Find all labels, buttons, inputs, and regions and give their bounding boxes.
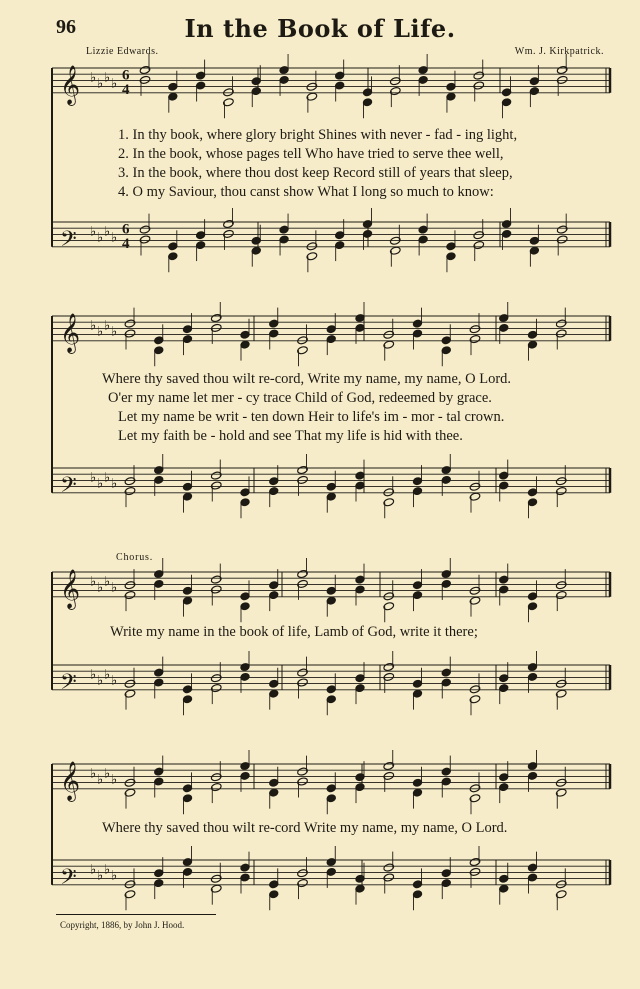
flat-sign: ♭ [90, 224, 97, 240]
notehead [326, 335, 336, 344]
flat-sign: ♭ [90, 70, 97, 86]
lyric-line: Let my name be writ - ten down Heir to life's im - mor - tal crown. [118, 409, 505, 425]
notehead [269, 788, 279, 797]
flat-sign: ♭ [104, 766, 111, 782]
time-signature-bottom: 4 [122, 235, 130, 252]
treble-clef: 𝄞 [60, 760, 81, 801]
notehead [363, 98, 373, 107]
lyric-line: 2. In the book, whose pages tell Who have tried to serve thee well, [118, 146, 504, 162]
lyric-line: Let my faith be - hold and see That my life is hid with thee. [118, 428, 463, 444]
notehead [183, 794, 193, 803]
notehead [529, 246, 539, 255]
notehead [446, 252, 456, 261]
notehead [196, 241, 206, 250]
flat-sign: ♭ [111, 230, 118, 246]
notehead [499, 684, 509, 693]
notehead [441, 466, 451, 475]
notehead [240, 772, 250, 781]
notehead [154, 346, 164, 355]
notehead [269, 890, 279, 899]
flat-sign: ♭ [90, 574, 97, 590]
notehead [441, 879, 451, 888]
notehead [355, 674, 365, 683]
notehead [279, 76, 289, 85]
notehead [269, 329, 279, 338]
notehead [529, 77, 539, 86]
notehead [413, 679, 423, 688]
notehead [528, 602, 538, 611]
notehead [269, 477, 279, 486]
lyric-line: O'er my name let mer - cy trace Child of God, redeemed by grace. [108, 390, 492, 406]
flat-sign: ♭ [111, 772, 118, 788]
flat-sign: ♭ [97, 868, 104, 884]
notehead [183, 858, 193, 867]
flat-sign: ♭ [111, 324, 118, 340]
notehead [183, 335, 193, 344]
notehead [528, 498, 538, 507]
notehead [441, 869, 451, 878]
notehead [269, 679, 279, 688]
notehead [269, 487, 279, 496]
notehead [499, 481, 509, 490]
flat-sign: ♭ [104, 318, 111, 334]
notehead [528, 762, 538, 771]
notehead [154, 678, 164, 687]
notehead [196, 81, 206, 90]
notehead [528, 592, 538, 601]
notehead [413, 581, 423, 590]
notehead [441, 668, 451, 677]
bass-clef: 𝄢 [60, 472, 77, 503]
notehead [355, 575, 365, 584]
notehead [183, 685, 193, 694]
notehead [528, 873, 538, 882]
notehead [502, 98, 512, 107]
flat-sign: ♭ [97, 673, 104, 689]
notehead [269, 581, 279, 590]
notehead [251, 77, 261, 86]
notehead [413, 778, 423, 787]
treble-clef: 𝄞 [60, 568, 81, 609]
flat-sign: ♭ [97, 476, 104, 492]
notehead [499, 575, 509, 584]
lyric-line: 1. In thy book, where glory bright Shines with never - fad - ing light, [118, 127, 518, 143]
bass-clef: 𝄢 [60, 226, 77, 257]
notehead [326, 794, 336, 803]
notehead [355, 314, 365, 323]
notehead [446, 82, 456, 91]
notehead [499, 884, 509, 893]
notehead [355, 884, 365, 893]
notehead [528, 340, 538, 349]
notehead [528, 663, 538, 672]
notehead [154, 879, 164, 888]
notehead [240, 488, 250, 497]
notehead [413, 689, 423, 698]
hymn-title: In the Book of Life. [184, 14, 456, 43]
notehead [499, 585, 509, 594]
notehead [528, 488, 538, 497]
notehead [326, 492, 336, 501]
notehead [441, 336, 451, 345]
notehead [528, 673, 538, 682]
notehead [196, 71, 206, 80]
notehead [418, 76, 428, 85]
notehead [529, 236, 539, 245]
notehead [196, 231, 206, 240]
notehead [499, 471, 509, 480]
flat-sign: ♭ [111, 476, 118, 492]
notehead [240, 330, 250, 339]
notehead [240, 340, 250, 349]
notehead [418, 66, 428, 75]
notehead [154, 476, 164, 485]
flat-sign: ♭ [90, 470, 97, 486]
notehead [528, 863, 538, 872]
notehead [413, 788, 423, 797]
notehead [418, 235, 428, 244]
author-credit: Lizzie Edwards. [86, 46, 159, 57]
flat-sign: ♭ [97, 76, 104, 92]
time-signature-top: 6 [122, 67, 130, 84]
notehead [154, 668, 164, 677]
notehead [355, 684, 365, 693]
notehead [168, 252, 178, 261]
time-signature-top: 6 [122, 221, 130, 238]
flat-sign: ♭ [111, 580, 118, 596]
notehead [251, 236, 261, 245]
notehead [326, 596, 336, 605]
notehead [499, 783, 509, 792]
flat-sign: ♭ [111, 673, 118, 689]
notehead [413, 477, 423, 486]
notehead [240, 498, 250, 507]
notehead [326, 868, 336, 877]
notehead [335, 71, 345, 80]
notehead [154, 570, 164, 579]
notehead [529, 87, 539, 96]
notehead [183, 695, 193, 704]
lyric-line: Write my name in the book of life, Lamb of God, write it there; [110, 624, 478, 640]
notehead [499, 874, 509, 883]
notehead [502, 88, 512, 97]
notehead [355, 773, 365, 782]
notehead [326, 325, 336, 334]
flat-sign: ♭ [111, 76, 118, 92]
notehead [499, 674, 509, 683]
notehead [418, 225, 428, 234]
notehead [413, 880, 423, 889]
notehead [154, 466, 164, 475]
flat-sign: ♭ [104, 224, 111, 240]
flat-sign: ♭ [97, 580, 104, 596]
lyric-line: Where thy saved thou wilt re-cord, Write my name, my name, O Lord. [102, 371, 512, 387]
notehead [446, 242, 456, 251]
flat-sign: ♭ [104, 470, 111, 486]
notehead [413, 591, 423, 600]
notehead [363, 220, 373, 229]
notehead [413, 890, 423, 899]
chorus-label: Chorus. [116, 552, 153, 563]
notehead [240, 873, 250, 882]
notehead [251, 246, 261, 255]
notehead [183, 325, 193, 334]
notehead [168, 92, 178, 101]
notehead [363, 230, 373, 239]
notehead [413, 487, 423, 496]
notehead [499, 324, 509, 333]
notehead [240, 762, 250, 771]
notehead [502, 230, 512, 239]
lyric-line: 3. In the book, where thou dost keep Record still of years that sleep, [118, 165, 513, 181]
notehead [240, 673, 250, 682]
notehead [154, 336, 164, 345]
notehead [355, 783, 365, 792]
composer-credit: Wm. J. Kirkpatrick. [514, 46, 604, 57]
notehead [279, 235, 289, 244]
notehead [499, 314, 509, 323]
flat-sign: ♭ [97, 772, 104, 788]
notehead [251, 87, 261, 96]
notehead [413, 319, 423, 328]
notehead [269, 778, 279, 787]
notehead [335, 231, 345, 240]
flat-sign: ♭ [90, 862, 97, 878]
notehead [528, 330, 538, 339]
notehead [355, 585, 365, 594]
copyright-notice: Copyright, 1886, by John J. Hood. [60, 920, 185, 930]
notehead [326, 685, 336, 694]
flat-sign: ♭ [111, 868, 118, 884]
notehead [154, 869, 164, 878]
notehead [154, 777, 164, 786]
notehead [326, 695, 336, 704]
notehead [154, 580, 164, 589]
notehead [183, 586, 193, 595]
notehead [269, 319, 279, 328]
flat-sign: ♭ [104, 667, 111, 683]
bass-clef: 𝄢 [60, 864, 77, 895]
notehead [335, 81, 345, 90]
notehead [441, 767, 451, 776]
notehead [183, 596, 193, 605]
notehead [363, 88, 373, 97]
notehead [168, 82, 178, 91]
notehead [279, 66, 289, 75]
notehead [441, 476, 451, 485]
notehead [441, 777, 451, 786]
lyric-line: Where thy saved thou wilt re-cord Write my name, my name, O Lord. [102, 820, 508, 836]
notehead [154, 767, 164, 776]
flat-sign: ♭ [90, 667, 97, 683]
notehead [446, 92, 456, 101]
notehead [355, 324, 365, 333]
notehead [183, 784, 193, 793]
notehead [355, 471, 365, 480]
notehead [502, 220, 512, 229]
notehead [269, 591, 279, 600]
notehead [326, 858, 336, 867]
flat-sign: ♭ [90, 766, 97, 782]
flat-sign: ♭ [97, 324, 104, 340]
notehead [528, 772, 538, 781]
treble-clef: 𝄞 [60, 312, 81, 353]
bass-clef: 𝄢 [60, 669, 77, 700]
flat-sign: ♭ [104, 574, 111, 590]
notehead [335, 241, 345, 250]
notehead [326, 482, 336, 491]
notehead [413, 329, 423, 338]
notehead [441, 580, 451, 589]
page-number: 96 [56, 16, 76, 38]
notehead [279, 225, 289, 234]
flat-sign: ♭ [104, 862, 111, 878]
notehead [168, 242, 178, 251]
notehead [441, 678, 451, 687]
notehead [240, 663, 250, 672]
notehead [355, 481, 365, 490]
notehead [441, 570, 451, 579]
notehead [326, 586, 336, 595]
notehead [240, 863, 250, 872]
notehead [441, 346, 451, 355]
flat-sign: ♭ [97, 230, 104, 246]
notehead [240, 592, 250, 601]
notehead [183, 492, 193, 501]
time-signature-bottom: 4 [122, 81, 130, 98]
notehead [269, 880, 279, 889]
notehead [355, 874, 365, 883]
treble-clef: 𝄞 [60, 64, 81, 105]
copyright-rule [56, 914, 216, 915]
flat-sign: ♭ [104, 70, 111, 86]
notehead [499, 773, 509, 782]
notehead [183, 482, 193, 491]
lyric-line: 4. O my Saviour, thou canst show What I long so much to know: [118, 184, 494, 200]
flat-sign: ♭ [90, 318, 97, 334]
notehead [269, 689, 279, 698]
notehead [240, 602, 250, 611]
notehead [326, 784, 336, 793]
notehead [183, 868, 193, 877]
